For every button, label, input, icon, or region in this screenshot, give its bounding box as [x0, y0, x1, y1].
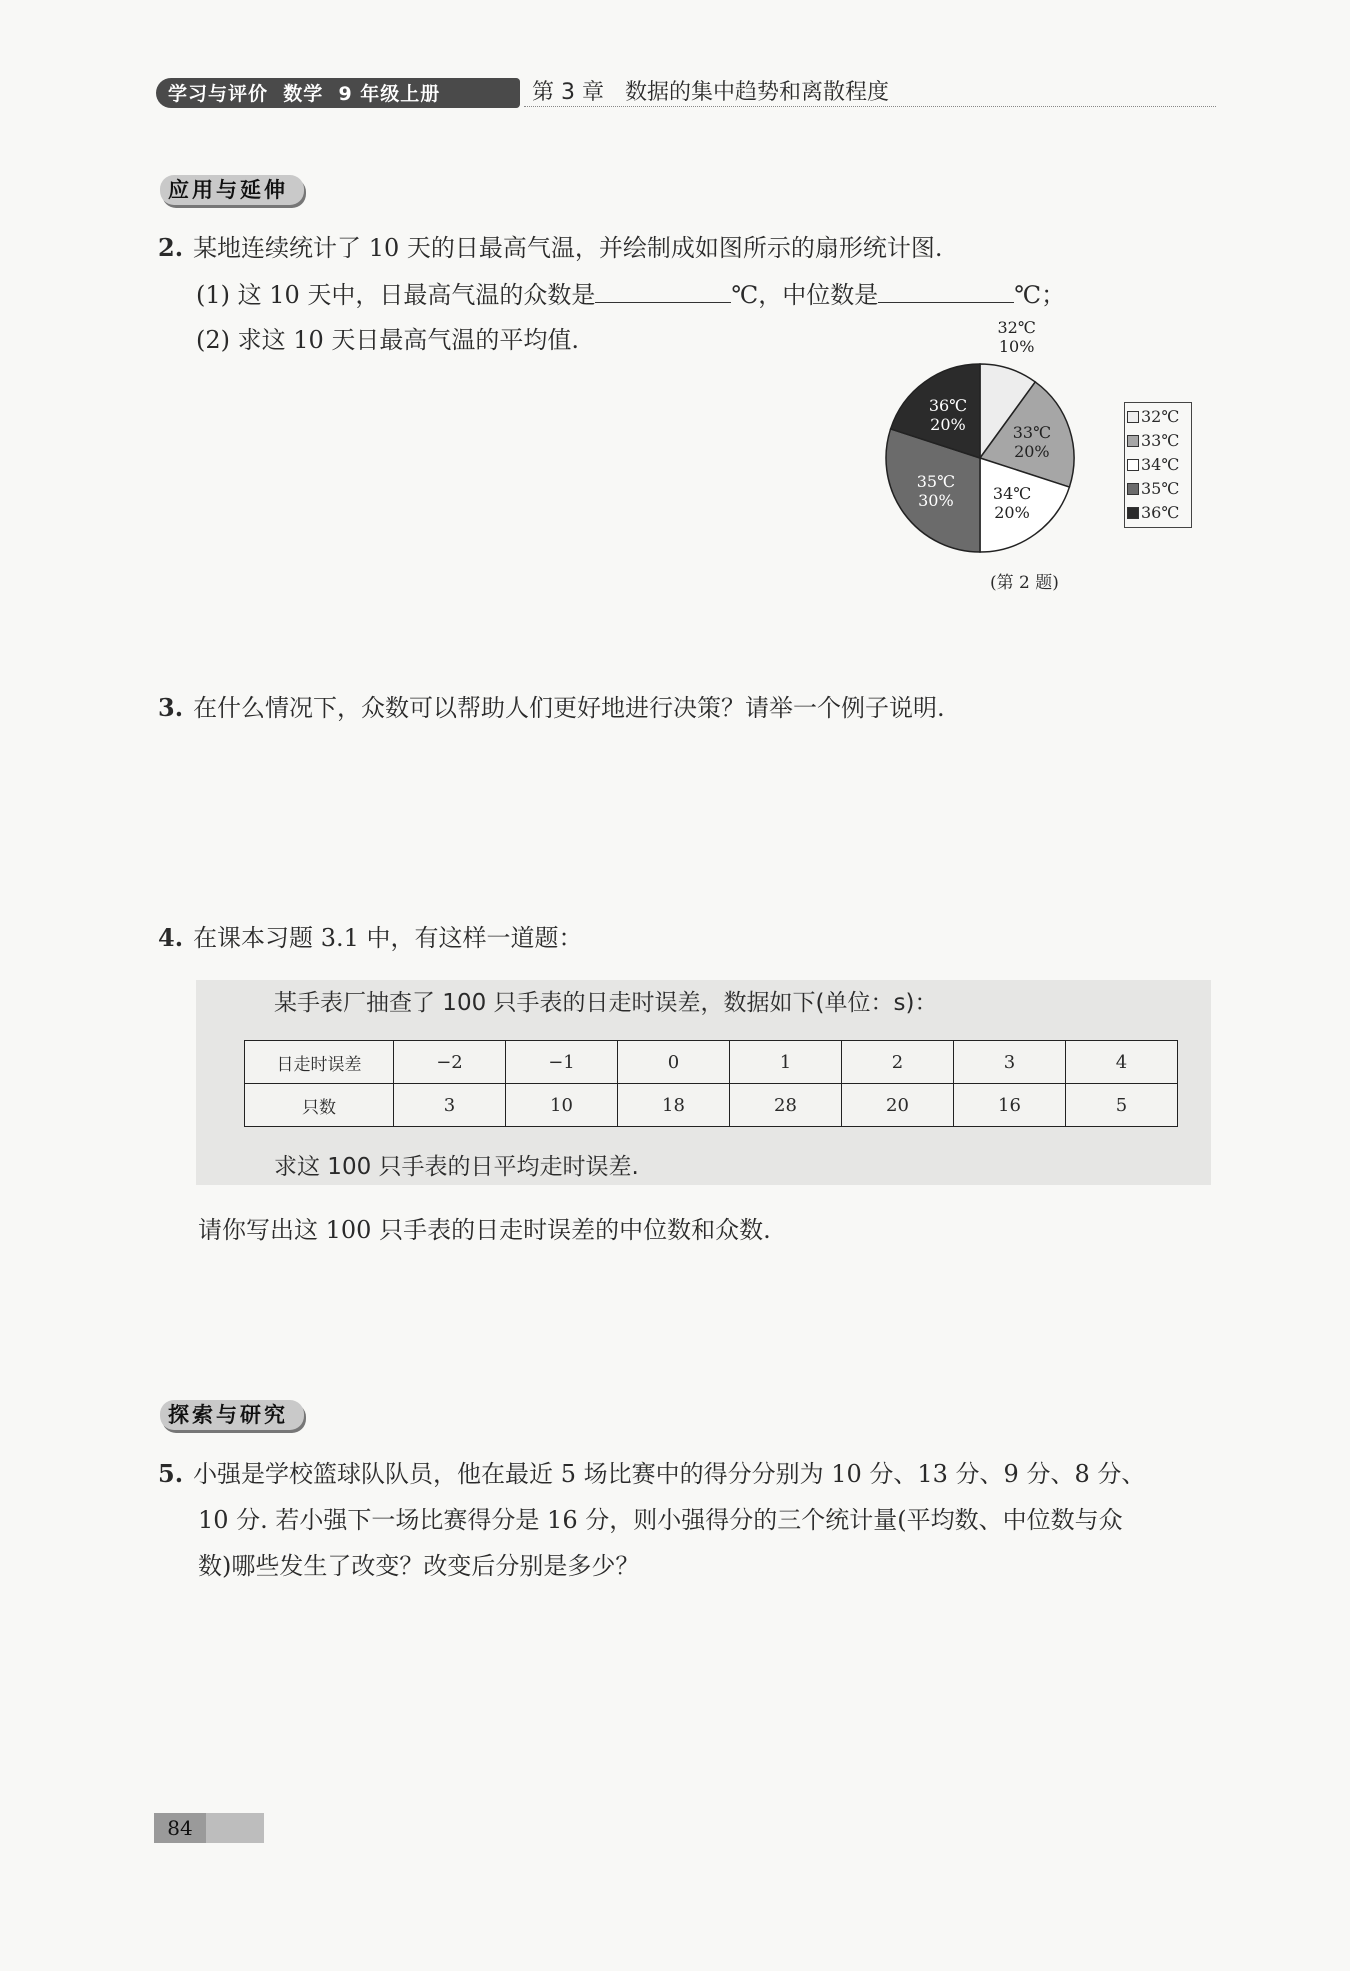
legend-item — [1127, 453, 1189, 477]
slice-label: 33℃ — [1012, 423, 1051, 443]
question-text: 在什么情况下，众数可以帮助人们更好地进行决策？请举一个例子说明. — [193, 694, 945, 722]
question-text: 某地连续统计了 10 天的日最高气温，并绘制成如图所示的扇形统计图. — [193, 234, 943, 262]
part-1-text: (1) 这 10 天中，日最高气温的众数是 — [196, 281, 596, 309]
slice-percent: 30% — [918, 491, 954, 511]
quoted-problem-question: 求这 100 只手表的日平均走时误差. — [274, 1154, 639, 1180]
legend-swatch — [1127, 459, 1139, 471]
table-row — [245, 1041, 1178, 1084]
question-5 — [158, 1458, 1145, 1490]
question-4 — [158, 922, 583, 954]
slice-percent: 20% — [994, 503, 1030, 523]
table-cell: 1 — [730, 1041, 842, 1084]
table-cell: 18 — [618, 1084, 730, 1127]
legend-label: 33℃ — [1141, 431, 1180, 450]
table-cell: 10 — [506, 1084, 618, 1127]
table-cell: 3 — [954, 1041, 1066, 1084]
question-5-line-3: 数)哪些发生了改变？改变后分别是多少？ — [198, 1552, 640, 1580]
question-number: 4. — [158, 923, 184, 952]
table-cell: 28 — [730, 1084, 842, 1127]
book-title: 学习与评价 数学 9 年级上册 — [168, 83, 441, 105]
section-tag-apply: 应用与延伸 — [160, 175, 304, 205]
answer-blank-median[interactable] — [878, 278, 1014, 303]
question-number: 3. — [158, 693, 184, 722]
table-cell: 0 — [618, 1041, 730, 1084]
slice-label: 34℃ — [992, 484, 1032, 504]
legend-label: 36℃ — [1141, 503, 1180, 522]
question-number: 5. — [158, 1459, 184, 1488]
slice-label: 36℃ — [928, 395, 968, 415]
legend-item — [1127, 477, 1189, 501]
error-data-table — [244, 1040, 1178, 1127]
legend-label: 35℃ — [1141, 479, 1180, 498]
slice-percent: 20% — [930, 414, 966, 434]
row-header: 日走时误差 — [245, 1041, 394, 1084]
question-2 — [158, 232, 943, 264]
quoted-problem-text: 某手表厂抽查了 100 只手表的日走时误差，数据如下(单位：s)： — [274, 990, 938, 1016]
table-cell: 4 — [1066, 1041, 1178, 1084]
legend-swatch — [1127, 435, 1139, 447]
question-number: 2. — [158, 233, 184, 262]
slice-label: 35℃ — [916, 472, 956, 492]
chapter-title: 第 3 章 数据的集中趋势和离散程度 — [532, 80, 889, 105]
table-cell: 3 — [394, 1084, 506, 1127]
slice-percent: 10% — [998, 336, 1035, 356]
slice-percent: 20% — [1014, 442, 1050, 462]
answer-blank-mode[interactable] — [595, 278, 731, 303]
figure-caption: (第 2 题) — [990, 573, 1059, 593]
part-1-text-end: ℃； — [1014, 281, 1066, 309]
table-cell: −2 — [394, 1041, 506, 1084]
header-divider — [524, 106, 1216, 107]
table-cell: 5 — [1066, 1084, 1178, 1127]
pie-legend — [1124, 402, 1192, 528]
legend-label: 34℃ — [1141, 455, 1180, 474]
question-4-task: 请你写出这 100 只手表的日走时误差的中位数和众数. — [198, 1216, 771, 1244]
slice-label: 32℃ — [997, 318, 1036, 337]
table-row — [245, 1084, 1178, 1127]
legend-item — [1127, 405, 1189, 429]
question-2-part-1 — [196, 278, 1065, 311]
question-2-part-2: (2) 求这 10 天日最高气温的平均值. — [196, 326, 580, 354]
section-tag-explore: 探索与研究 — [160, 1400, 304, 1430]
table-cell: −1 — [506, 1041, 618, 1084]
legend-item — [1127, 429, 1189, 453]
legend-swatch — [1127, 483, 1139, 495]
part-1-text-mid: ℃，中位数是 — [731, 281, 879, 309]
question-text-line-1: 小强是学校篮球队队员，他在最近 5 场比赛中的得分分别为 10 分、13 分、9 分、8 分、 — [193, 1460, 1146, 1488]
question-5-line-2: 10 分. 若小强下一场比赛得分是 16 分，则小强得分的三个统计量(平均数、中位数与众 — [198, 1506, 1123, 1534]
table-cell: 20 — [842, 1084, 954, 1127]
table-cell: 2 — [842, 1041, 954, 1084]
row-header: 只数 — [245, 1084, 394, 1127]
legend-swatch — [1127, 507, 1139, 519]
question-text: 在课本习题 3.1 中，有这样一道题： — [193, 924, 583, 952]
question-3 — [158, 692, 945, 724]
legend-swatch — [1127, 411, 1139, 423]
legend-label: 32℃ — [1141, 407, 1180, 426]
table-cell: 16 — [954, 1084, 1066, 1127]
pie-chart — [870, 318, 1100, 558]
legend-item — [1127, 501, 1189, 525]
page-number: 84 — [167, 1816, 193, 1840]
